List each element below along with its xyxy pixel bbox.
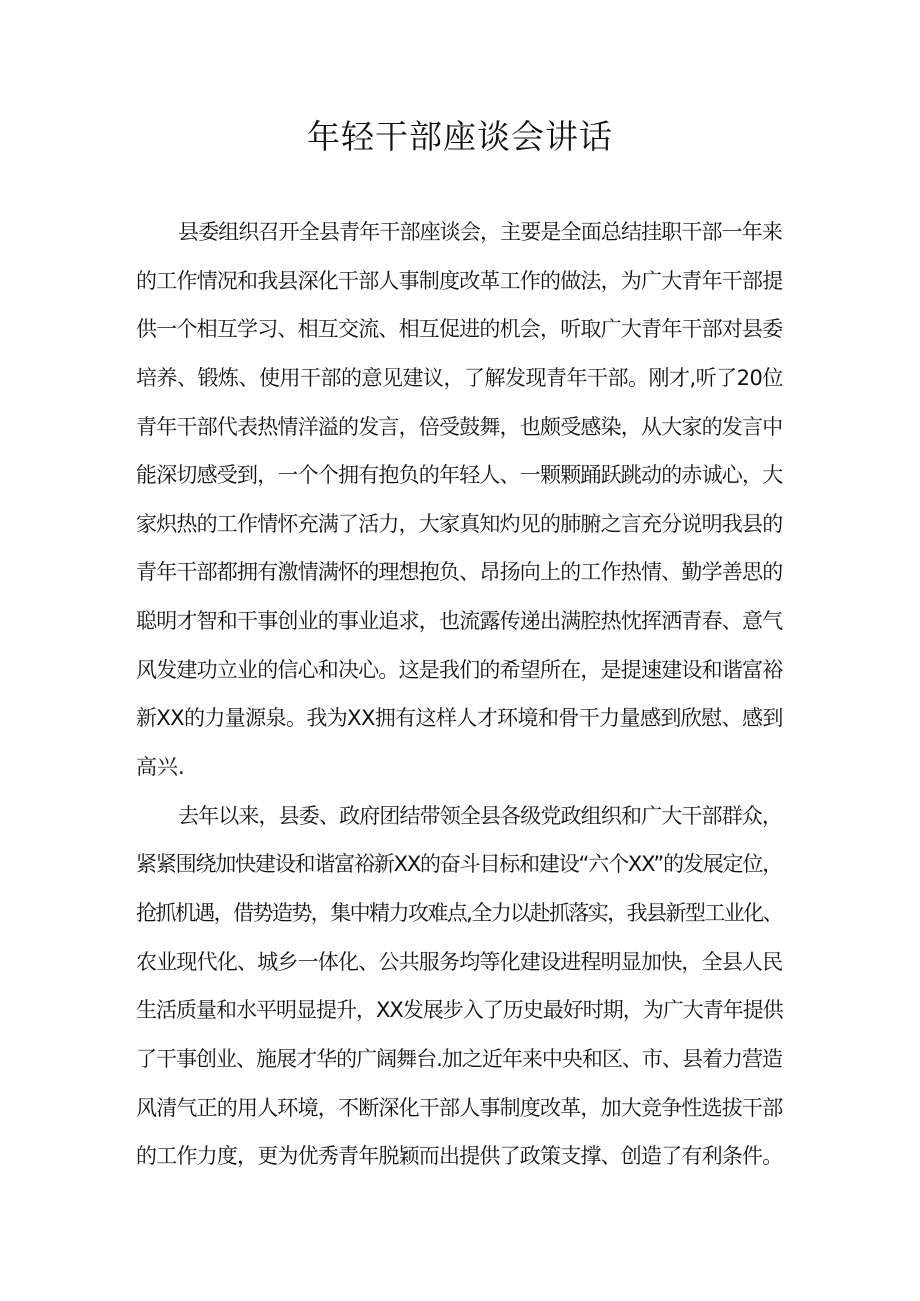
paragraph-line: 的工作情况和我县深化干部人事制度改革工作的做法，为广大青年干部提 bbox=[136, 268, 783, 293]
document-body bbox=[136, 214, 782, 1187]
paragraph-line: 供一个相互学习、相互交流、相互促进的机会，听取广大青年干部对县委 bbox=[136, 317, 783, 342]
paragraph-line: 新XX的力量源泉。我为XX拥有这样人才环境和骨干力量感到欣慰、感到 bbox=[136, 706, 783, 731]
paragraph-line: 紧紧围绕加快建设和谐富裕新XX的奋斗目标和建设“六个XX”的发展定位， bbox=[136, 852, 782, 877]
paragraph-line: 县委组织召开全县青年干部座谈会，主要是全面总结挂职干部一年来 bbox=[178, 220, 782, 244]
paragraph-line: 能深切感受到，一个个拥有抱负的年轻人、一颗颗踊跃跳动的赤诚心，大 bbox=[136, 463, 783, 488]
paragraph-line: 青年干部代表热情洋溢的发言，倍受鼓舞，也颇受感染，从大家的发言中 bbox=[136, 414, 783, 439]
paragraph-line: 的工作力度，更为优秀青年脱颖而出提供了政策支撑、创造了有利条件。 bbox=[136, 1144, 783, 1169]
paragraph-line: 生活质量和水平明显提升，XX发展步入了历史最好时期，为广大青年提供 bbox=[136, 998, 783, 1023]
paragraph-line: 风发建功立业的信心和决心。这是我们的希望所在，是提速建设和谐富裕 bbox=[136, 657, 783, 682]
paragraph-line: 农业现代化、城乡一体化、公共服务均等化建设进程明显加快，全县人民 bbox=[136, 949, 783, 974]
paragraph-line: 家炽热的工作情怀充满了活力，大家真知灼见的肺腑之言充分说明我县的 bbox=[136, 511, 783, 536]
paragraph-line: 了干事创业、施展才华的广阔舞台.加之近年来中央和区、市、县着力营造 bbox=[136, 1046, 782, 1071]
paragraph-line: 去年以来，县委、政府团结带领全县各级党政组织和广大干部群众， bbox=[178, 803, 782, 828]
document-title: 年轻干部座谈会讲话 bbox=[307, 117, 613, 156]
paragraph-line: 培养、锻炼、使用干部的意见建议，了解发现青年干部。刚才,听了20位 bbox=[136, 365, 783, 390]
paragraph-line: 高兴. bbox=[136, 755, 185, 780]
paragraph-1 bbox=[136, 214, 782, 798]
paragraph-line: 聪明才智和干事创业的事业追求，也流露传递出满腔热忱挥洒青春、意气 bbox=[136, 609, 783, 634]
paragraph-line: 青年干部都拥有激情满怀的理想抱负、昂扬向上的工作热情、勤学善思的 bbox=[136, 560, 783, 585]
paragraph-line: 风清气正的用人环境，不断深化干部人事制度改革，加大竞争性选拔干部 bbox=[136, 1095, 783, 1120]
paragraph-line: 抢抓机遇，借势造势，集中精力攻难点,全力以赴抓落实，我县新型工业化、 bbox=[136, 900, 782, 925]
paragraph-2 bbox=[136, 798, 782, 1187]
